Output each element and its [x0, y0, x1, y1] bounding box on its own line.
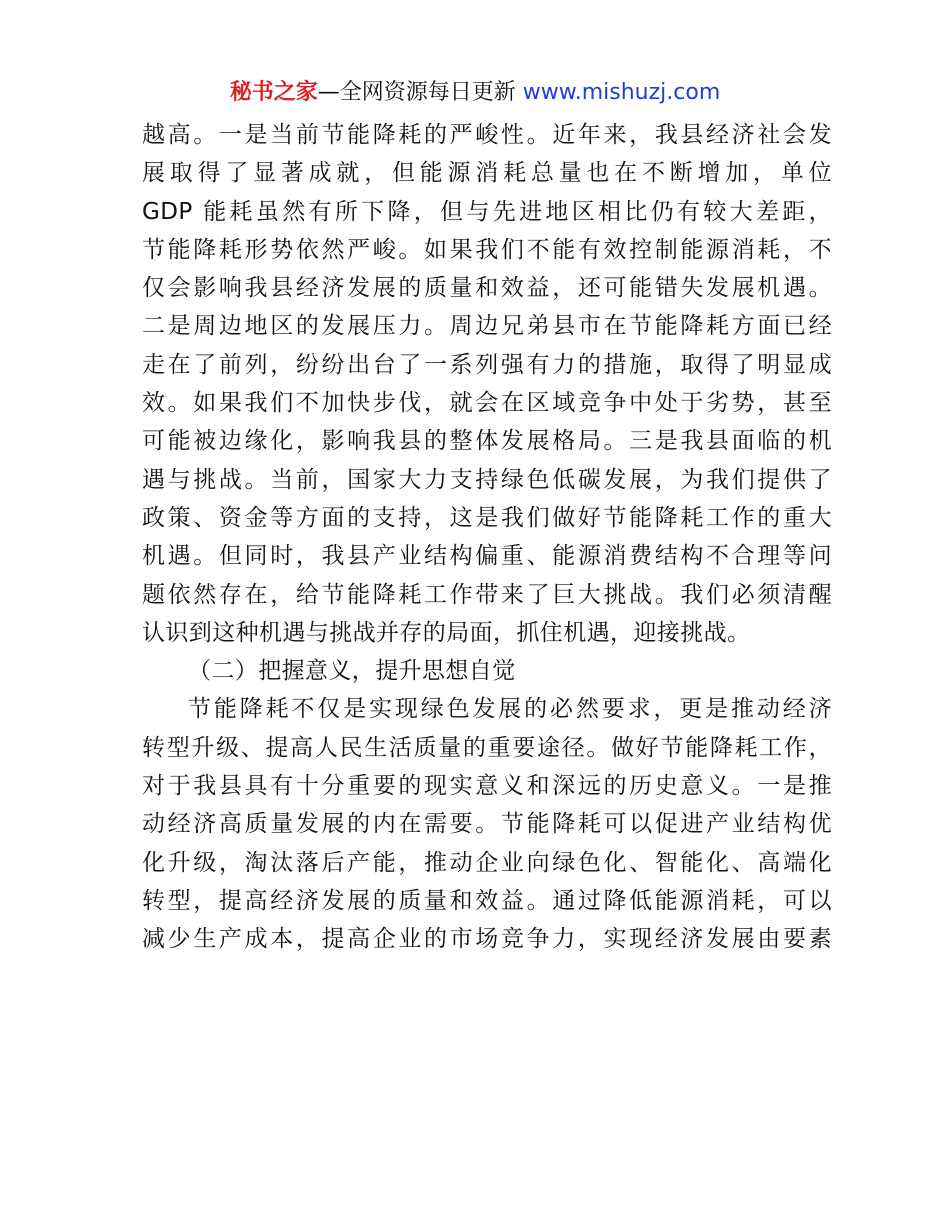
paragraph-line: 仅会影响我县经济发展的质量和效益，还可能错失发展机遇。	[142, 275, 832, 302]
site-url-link[interactable]: www.mishuzj.com	[522, 80, 721, 105]
paragraph-line: 可能被边缘化，影响我县的整体发展格局。三是我县面临的机	[142, 428, 832, 455]
paragraph-line: 题依然存在，给节能降耗工作带来了巨大挑战。我们必须清醒	[142, 581, 832, 608]
paragraph-line: 转型，提高经济发展的质量和效益。通过降低能源消耗，可以	[142, 887, 832, 914]
paragraph-line: 二是周边地区的发展压力。周边兄弟县市在节能降耗方面已经	[142, 313, 832, 340]
paragraph-line: 政策、资金等方面的支持，这是我们做好节能降耗工作的重大	[142, 504, 832, 531]
paragraph-line: 走在了前列，纷纷出台了一系列强有力的措施，取得了明显成	[142, 351, 832, 378]
page-header	[0, 78, 950, 108]
paragraph-line: 遇与挑战。当前，国家大力支持绿色低碳发展，为我们提供了	[142, 466, 832, 493]
paragraph-line: 对于我县具有十分重要的现实意义和深远的历史意义。一是推	[142, 773, 832, 800]
paragraph-line: 化升级，淘汰落后产能，推动企业向绿色化、智能化、高端化	[142, 849, 832, 876]
paragraph-line: 机遇。但同时，我县产业结构偏重、能源消费结构不合理等问	[142, 543, 832, 570]
paragraph-line: 转型升级、提高人民生活质量的重要途径。做好节能降耗工作，	[142, 734, 832, 761]
paragraph-line: 减少生产成本，提高企业的市场竞争力，实现经济发展由要素	[142, 926, 832, 953]
header-tagline: —全网资源每日更新	[317, 80, 523, 105]
paragraph-line: GDP 能耗虽然有所下降，但与先进地区相比仍有较大差距，	[142, 198, 832, 225]
site-brand: 秘书之家	[229, 80, 318, 105]
paragraph-line: 展取得了显著成就，但能源消耗总量也在不断增加，单位	[142, 160, 832, 187]
paragraph-line: 节能降耗形势依然严峻。如果我们不能有效控制能源消耗，不	[142, 236, 832, 263]
paragraph-line: 效。如果我们不加快步伐，就会在区域竞争中处于劣势，甚至	[142, 390, 832, 417]
paragraph-line: 认识到这种机遇与挑战并存的局面，抓住机遇，迎接挑战。	[142, 619, 751, 646]
paragraph-line: 动经济高质量发展的内在需要。节能降耗可以促进产业结构优	[142, 811, 832, 838]
document-body	[142, 116, 832, 959]
section-heading: （二）把握意义，提升思想自觉	[188, 658, 516, 685]
paragraph-line: 节能降耗不仅是实现绿色发展的必然要求，更是推动经济	[188, 696, 832, 723]
paragraph-line: 越高。一是当前节能降耗的严峻性。近年来，我县经济社会发	[142, 122, 832, 148]
